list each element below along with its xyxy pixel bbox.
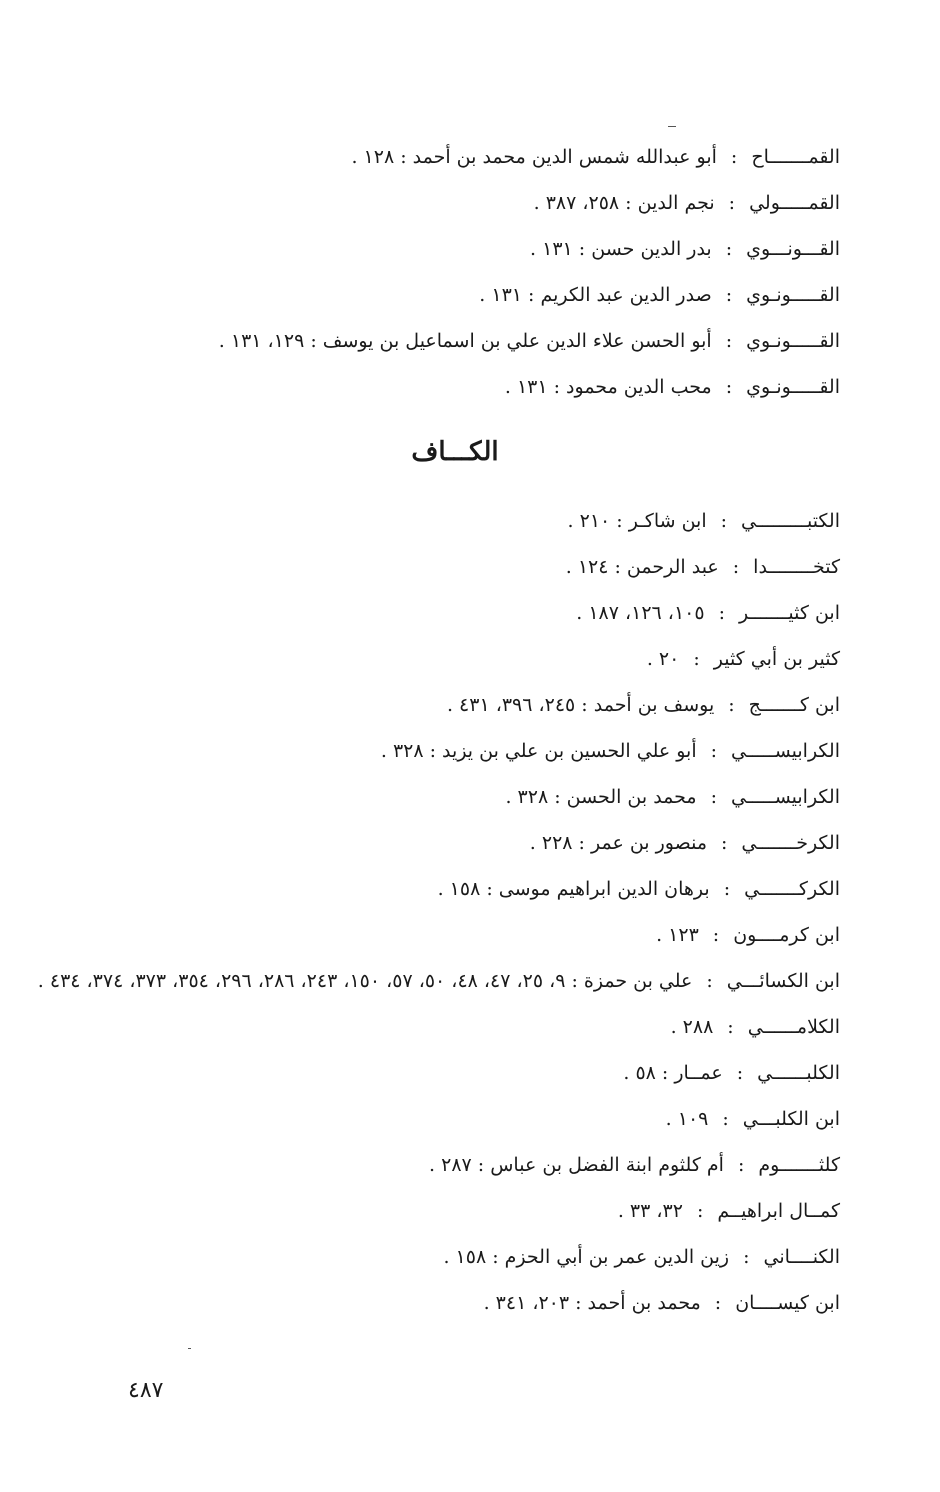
- entry-separator: :: [725, 238, 733, 260]
- index-entry: [219, 134, 840, 180]
- entry-separator: :: [725, 376, 733, 398]
- entry-name: ابن كيســــان: [735, 1292, 840, 1314]
- entry-separator: :: [710, 786, 718, 808]
- entry-separator: :: [720, 510, 728, 532]
- entry-name: كتخــــــــدا: [753, 556, 840, 578]
- index-entry: [12, 682, 840, 728]
- index-entry: [12, 498, 840, 544]
- entry-name: الكركـــــــي: [744, 878, 840, 900]
- index-entry: [219, 318, 840, 364]
- entry-body: ١٠٥، ١٢٦، ١٨٧ .: [576, 602, 705, 624]
- entry-body: منصور بن عمر : ٢٢٨ .: [529, 832, 707, 854]
- entry-body: عمــار : ٥٨ .: [623, 1062, 723, 1084]
- index-entry: [12, 1050, 840, 1096]
- page-number: ٤٨٧: [128, 1378, 164, 1403]
- entry-body: أبو علي الحسين بن علي بن يزيد : ٣٢٨ .: [380, 740, 697, 762]
- entry-name: الكنــــاني: [763, 1246, 840, 1268]
- entry-name: ابن الكلبـــي: [742, 1108, 840, 1130]
- entry-separator: :: [718, 602, 725, 624]
- entry-name: الكلبــــــي: [757, 1062, 840, 1084]
- entry-name: كلثـــــــوم: [758, 1154, 840, 1176]
- entry-separator: :: [693, 648, 700, 670]
- index-entry: [12, 590, 840, 636]
- entry-body: برهان الدين ابراهيم موسى : ١٥٨ .: [437, 878, 710, 900]
- print-mark: [188, 1348, 191, 1349]
- index-entry: [12, 544, 840, 590]
- entry-body: ١٠٩ .: [665, 1108, 709, 1130]
- qaf-entries-list: [219, 134, 840, 410]
- entry-separator: :: [723, 878, 731, 900]
- entry-name: القمـــــولي: [749, 192, 840, 214]
- entry-separator: :: [710, 740, 718, 762]
- entry-name: ابن الكسائـــي: [726, 970, 840, 992]
- kaf-entries-list: [12, 498, 840, 1326]
- entry-separator: :: [722, 1108, 729, 1130]
- index-entry: [12, 820, 840, 866]
- entry-body: ٢٠ .: [646, 648, 680, 670]
- entry-body: ٢٨٨ .: [670, 1016, 714, 1038]
- index-entry: [219, 272, 840, 318]
- index-entry: [12, 866, 840, 912]
- index-entry: [12, 1142, 840, 1188]
- entry-separator: :: [721, 832, 728, 854]
- index-entry: [219, 180, 840, 226]
- index-entry: [12, 774, 840, 820]
- entry-separator: :: [728, 694, 735, 716]
- entry-name: كثير بن أبي كثير: [713, 648, 840, 670]
- entry-body: محمد بن الحسن : ٣٢٨ .: [505, 786, 697, 808]
- entry-body: ٣٢، ٣٣ .: [617, 1200, 683, 1222]
- entry-body: ١٢٣ .: [656, 924, 699, 946]
- entry-name: القـــــونـوي: [746, 284, 840, 306]
- entry-body: عبد الرحمن : ١٢٤ .: [565, 556, 719, 578]
- entry-body: يوسف بن أحمد : ٢٤٥، ٣٩٦، ٤٣١ .: [446, 694, 715, 716]
- entry-body: ابن شاكـر : ٢١٠ .: [567, 510, 707, 532]
- entry-body: أبو الحسن علاء الدين علي بن اسماعيل بن يوسف : ١٢٩، ١٣١ .: [218, 330, 712, 352]
- entry-name: ابن كـــــــج: [748, 694, 840, 716]
- entry-body: صدر الدين عبد الكريم : ١٣١ .: [479, 284, 712, 306]
- entry-separator: :: [714, 1292, 722, 1314]
- index-entry: [12, 1234, 840, 1280]
- entry-body: أم كلثوم ابنة الفضل بن عباس : ٢٨٧ .: [429, 1154, 724, 1176]
- entry-body: محمد بن أحمد : ٢٠٣، ٣٤١ .: [483, 1292, 701, 1314]
- index-entry: [12, 1280, 840, 1326]
- entry-separator: :: [725, 330, 733, 352]
- entry-body: بدر الدين حسن : ١٣١ .: [530, 238, 712, 260]
- entry-separator: :: [712, 924, 720, 946]
- index-entry: [12, 958, 840, 1004]
- entry-name: الكرابيســـــي: [731, 786, 840, 808]
- entry-name: الكرابيســـــي: [731, 740, 840, 762]
- entry-name: القمـــــــاح: [751, 146, 840, 168]
- entry-name: ابن كثيـــــــر: [738, 602, 840, 624]
- entry-name: الكرخـــــــي: [741, 832, 840, 854]
- entry-name: القـــونـــوي: [746, 238, 840, 260]
- entry-separator: :: [736, 1062, 744, 1084]
- entry-separator: :: [706, 970, 713, 992]
- entry-body: نجم الدين : ٢٥٨، ٣٨٧ .: [533, 192, 715, 214]
- entry-name: القـــــونـوي: [746, 376, 840, 398]
- entry-separator: :: [732, 556, 740, 578]
- entry-name: القـــــونـوي: [746, 330, 840, 352]
- entry-body: أبو عبدالله شمس الدين محمد بن أحمد : ١٢٨ .: [351, 146, 717, 168]
- index-entry: [12, 912, 840, 958]
- index-entry: [219, 364, 840, 410]
- section-heading-kaf: الكـــاف: [411, 437, 499, 467]
- entry-separator: :: [728, 192, 736, 214]
- entry-body: محب الدين محمود : ١٣١ .: [504, 376, 712, 398]
- entry-separator: :: [743, 1246, 750, 1268]
- entry-separator: :: [730, 146, 738, 168]
- entry-name: الكلامــــــي: [747, 1016, 840, 1038]
- entry-body: زين الدين عمر بن أبي الحزم : ١٥٨ .: [443, 1246, 730, 1268]
- entry-name: الكتبـــــــــي: [741, 510, 840, 532]
- entry-name: كمــال ابراهيــم: [717, 1200, 840, 1222]
- index-entry: [12, 1096, 840, 1142]
- entry-separator: :: [696, 1200, 704, 1222]
- index-entry: [219, 226, 840, 272]
- entry-separator: :: [737, 1154, 745, 1176]
- entry-name: ابن كرمــــون: [733, 924, 840, 946]
- entry-separator: :: [727, 1016, 734, 1038]
- index-entry: [12, 1188, 840, 1234]
- print-mark: [668, 126, 676, 127]
- index-entry: [12, 728, 840, 774]
- entry-separator: :: [725, 284, 733, 306]
- entry-body: علي بن حمزة : ٩، ٢٥، ٤٧، ٤٨، ٥٠، ٥٧، ١٥٠، ٢٤٣، ٢٨٦، ٢٩٦، ٣٥٤، ٣٧٣، ٣٧٤، ٤٣٤ .: [37, 970, 693, 992]
- index-entry: [12, 636, 840, 682]
- index-entry: [12, 1004, 840, 1050]
